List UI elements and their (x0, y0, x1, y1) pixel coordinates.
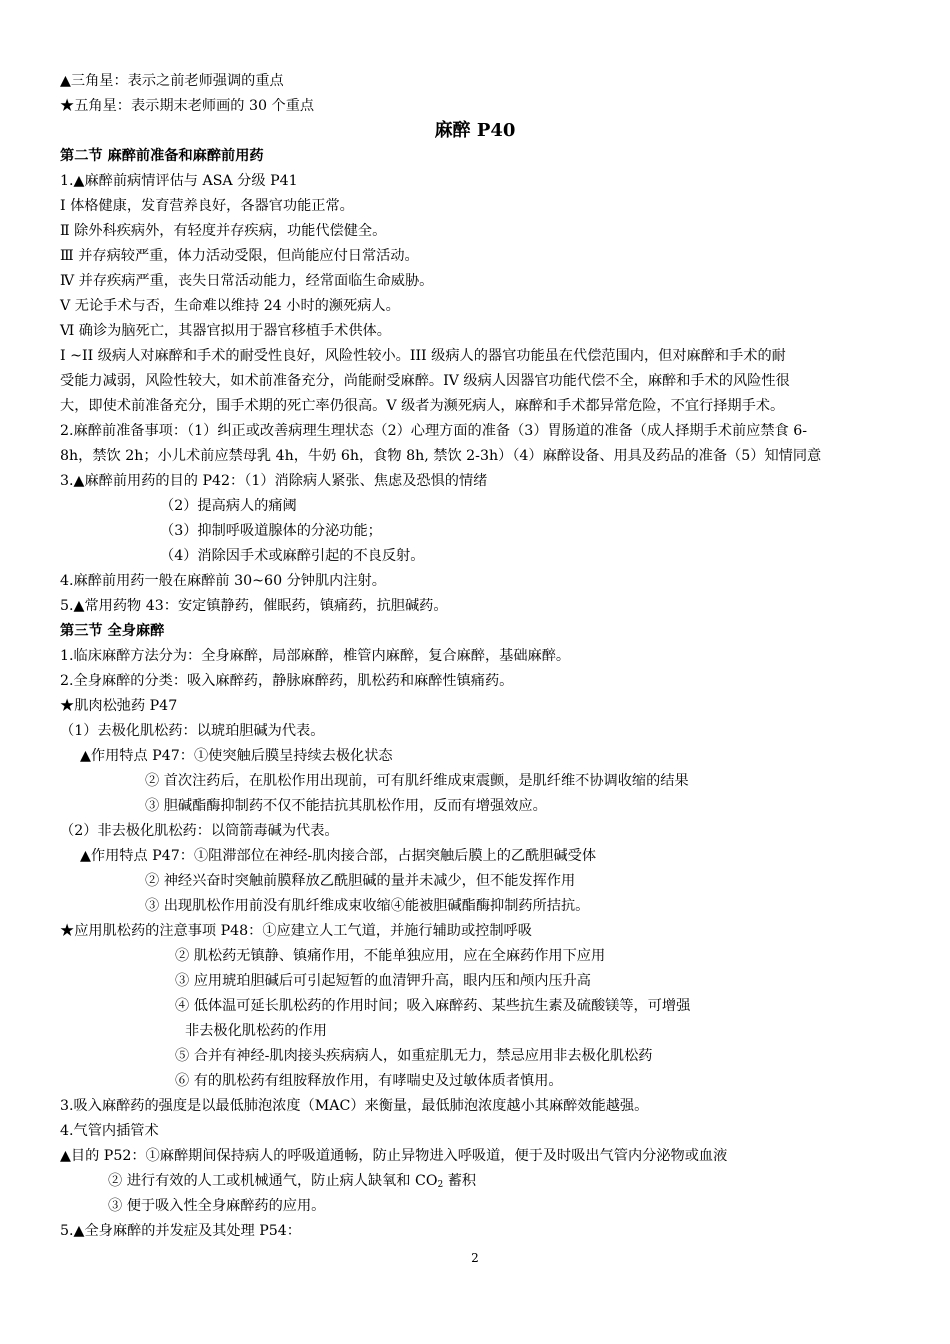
paragraph-line: （1）去极化肌松药：以琥珀胆碱为代表。 (60, 723, 325, 739)
paragraph-line: 3.吸入麻醉药的强度是以最低肺泡浓度（MAC）来衡量，最低肺泡浓度越小其麻醉效能越强。 (60, 1098, 649, 1114)
co2-line-tail: 蓄积 (443, 1173, 477, 1189)
paragraph-line: 4.气管内插管术 (60, 1123, 159, 1139)
list-item: ⑥ 有的肌松药有组胺释放作用，有哮喘史及过敏体质者慎用。 (175, 1073, 563, 1089)
list-item: ③ 便于吸入性全身麻醉药的应用。 (108, 1198, 326, 1214)
list-item: ▲作用特点 P47：①阻滞部位在神经-肌肉接合部，占据突触后膜上的乙酰胆碱受体 (80, 848, 597, 864)
paragraph-line: 8h，禁饮 2h；小儿术前应禁母乳 4h，牛奶 6h，食物 8h, 禁饮 2-3h）（4）麻醉设备、用具及药品的准备（5）知情同意 (60, 448, 822, 464)
paragraph-line: ▲目的 P52：①麻醉期间保持病人的呼吸道通畅，防止异物进入呼吸道，便于及时吸出气管内分泌物或血液 (60, 1148, 728, 1164)
asa-class-5: Ⅴ 无论手术与否，生命难以维持 24 小时的濒死病人。 (60, 298, 400, 314)
asa-class-6: Ⅵ 确诊为脑死亡，其器官拟用于器官移植手术供体。 (60, 323, 391, 339)
list-item: （2）提高病人的痛阈 (160, 498, 297, 514)
paragraph-line: （2）非去极化肌松药：以筒箭毒碱为代表。 (60, 823, 339, 839)
list-item (108, 1171, 476, 1195)
list-item: ② 首次注药后，在肌松作用出现前，可有肌纤维成束震颤，是肌纤维不协调收缩的结果 (145, 773, 689, 789)
section-heading: 第三节 全身麻醉 (60, 623, 165, 639)
list-item: ③ 出现肌松作用前没有肌纤维成束收缩④能被胆碱酯酶抑制药所拮抗。 (145, 898, 590, 914)
paragraph-line: 3.▲麻醉前用药的目的 P42：（1）消除病人紧张、焦虑及恐惧的情绪 (60, 473, 488, 489)
section-heading: 第二节 麻醉前准备和麻醉前用药 (60, 148, 264, 164)
list-item: ⑤ 合并有神经-肌肉接头疾病病人，如重症肌无力，禁忌应用非去极化肌松药 (175, 1048, 653, 1064)
co2-line-text: ② 进行有效的人工或机械通气，防止病人缺氧和 CO (108, 1173, 438, 1189)
list-item: ▲作用特点 P47：①使突触后膜呈持续去极化状态 (80, 748, 393, 764)
paragraph-line: 大，即使术前准备充分，围手术期的死亡率仍很高。V 级者为濒死病人，麻醉和手术都异常危险，不宜行择期手术。 (60, 398, 785, 414)
paragraph-line: 2.全身麻醉的分类：吸入麻醉药，静脉麻醉药，肌松药和麻醉性镇痛药。 (60, 673, 514, 689)
list-item: ② 神经兴奋时突触前膜释放乙酰胆碱的量并未减少，但不能发挥作用 (145, 873, 576, 889)
paragraph-line: 5.▲常用药物 43：安定镇静药，催眠药，镇痛药，抗胆碱药。 (60, 598, 448, 614)
paragraph-line: 4.麻醉前用药一般在麻醉前 30~60 分钟肌内注射。 (60, 573, 386, 589)
legend-triangle: ▲三角星：表示之前老师强调的重点 (60, 73, 284, 89)
list-item: （4）消除因手术或麻醉引起的不良反射。 (160, 548, 425, 564)
list-item: ② 肌松药无镇静、镇痛作用，不能单独应用，应在全麻药作用下应用 (175, 948, 606, 964)
asa-class-4: Ⅳ 并存疾病严重，丧失日常活动能力，经常面临生命威胁。 (60, 273, 434, 289)
asa-class-1: Ⅰ 体格健康，发育营养良好，各器官功能正常。 (60, 198, 354, 214)
paragraph-line: I ~II 级病人对麻醉和手术的耐受性良好，风险性较小。III 级病人的器官功能虽在代偿范围内，但对麻醉和手术的耐 (60, 348, 786, 364)
list-item: （3）抑制呼吸道腺体的分泌功能； (160, 523, 382, 539)
page-title: 麻醉 P40 (434, 120, 516, 141)
paragraph-line: 1.▲麻醉前病情评估与 ASA 分级 P41 (60, 173, 298, 189)
paragraph-line: 1.临床麻醉方法分为：全身麻醉，局部麻醉，椎管内麻醉，复合麻醉，基础麻醉。 (60, 648, 571, 664)
page-number: 2 (471, 1251, 479, 1265)
list-item: ④ 低体温可延长肌松药的作用时间；吸入麻醉药、某些抗生素及硫酸镁等，可增强 (175, 998, 691, 1014)
paragraph-line: 5.▲全身麻醉的并发症及其处理 P54： (60, 1223, 301, 1239)
list-item: ③ 胆碱酯酶抑制药不仅不能拮抗其肌松作用，反而有增强效应。 (145, 798, 547, 814)
legend-star: ★五角星：表示期末老师画的 30 个重点 (60, 98, 315, 114)
list-item: 非去极化肌松药的作用 (185, 1023, 327, 1039)
asa-class-3: Ⅲ 并存病较严重，体力活动受限，但尚能应付日常活动。 (60, 248, 419, 264)
paragraph-line: ★应用肌松药的注意事项 P48：①应建立人工气道，并施行辅助或控制呼吸 (60, 923, 532, 939)
asa-class-2: Ⅱ 除外科疾病外，有轻度并存疾病，功能代偿健全。 (60, 223, 387, 239)
list-item: ③ 应用琥珀胆碱后可引起短暂的血清钾升高，眼内压和颅内压升高 (175, 973, 591, 989)
paragraph-line: ★肌肉松弛药 P47 (60, 698, 178, 714)
paragraph-line: 受能力减弱，风险性较大，如术前准备充分，尚能耐受麻醉。IV 级病人因器官功能代偿不全，麻醉和手术的风险性很 (60, 373, 790, 389)
co2-subscript: 2 (437, 1180, 444, 1190)
paragraph-line: 2.麻醉前准备事项：（1）纠正或改善病理生理状态（2）心理方面的准备（3）胃肠道的准备（成人择期手术前应禁食 6- (60, 423, 808, 439)
